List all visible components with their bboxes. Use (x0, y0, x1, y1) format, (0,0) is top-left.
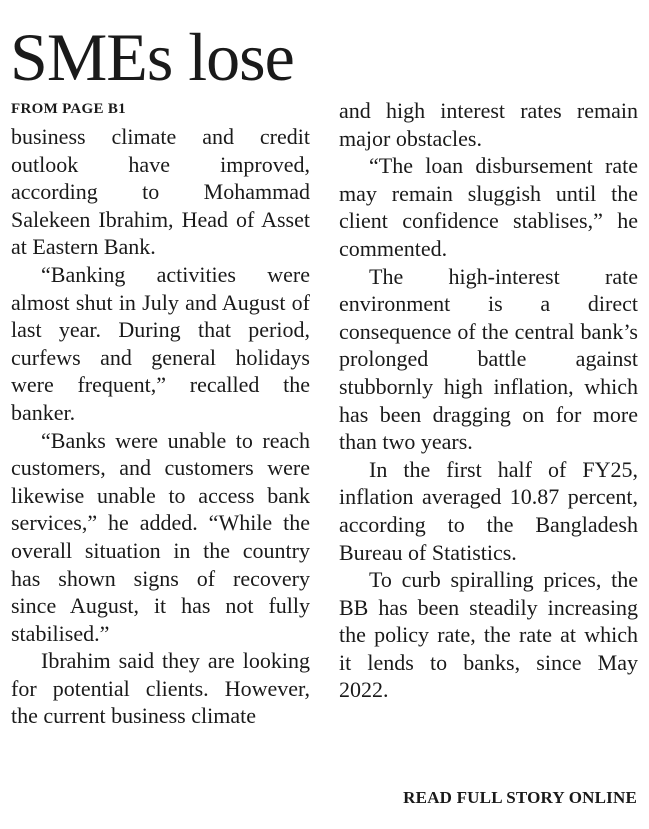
paragraph: “The loan disbursement rate may remain sluggish until the client confidence stablises,” he commented. (339, 153, 638, 261)
continuation-kicker: FROM PAGE B1 (11, 101, 126, 117)
paragraph: business climate and credit outlook have improved, according to Mohammad Salekeen Ibrahim, Head of Asset at Eastern Bank. (11, 124, 310, 260)
paragraph: The high-interest rate environment is a direct consequence of the central bank’s prolonged battle against stubbornly high inflation, which has been dragging on for more than two years. (339, 263, 638, 455)
article-column-left (11, 96, 310, 730)
read-full-story-link[interactable]: READ FULL STORY ONLINE (403, 788, 637, 807)
paragraph: In the first half of FY25, inflation averaged 10.87 percent, according to the Bangladesh Bureau of Statistics. (339, 456, 638, 565)
paragraph: “Banks were unable to reach customers, and customers were likewise unable to access bank services,” he added. “While the overall situation in the country has shown signs of recovery since August, it has not fully stabilised.” (11, 427, 310, 646)
article-column-right (339, 97, 638, 704)
paragraph: To curb spiralling prices, the BB has been steadily increasing the policy rate, the rate at which it lends to banks, since May 2022. (339, 567, 638, 703)
paragraph: Ibrahim said they are looking for potential clients. However, the current business climate (11, 648, 310, 729)
headline: SMEs lose (10, 19, 294, 95)
paragraph: “Banking activities were almost shut in July and August of last year. During that period, curfews and general holidays were frequent,” recalled the banker. (11, 261, 310, 425)
paragraph: and high interest rates remain major obstacles. (339, 98, 638, 151)
